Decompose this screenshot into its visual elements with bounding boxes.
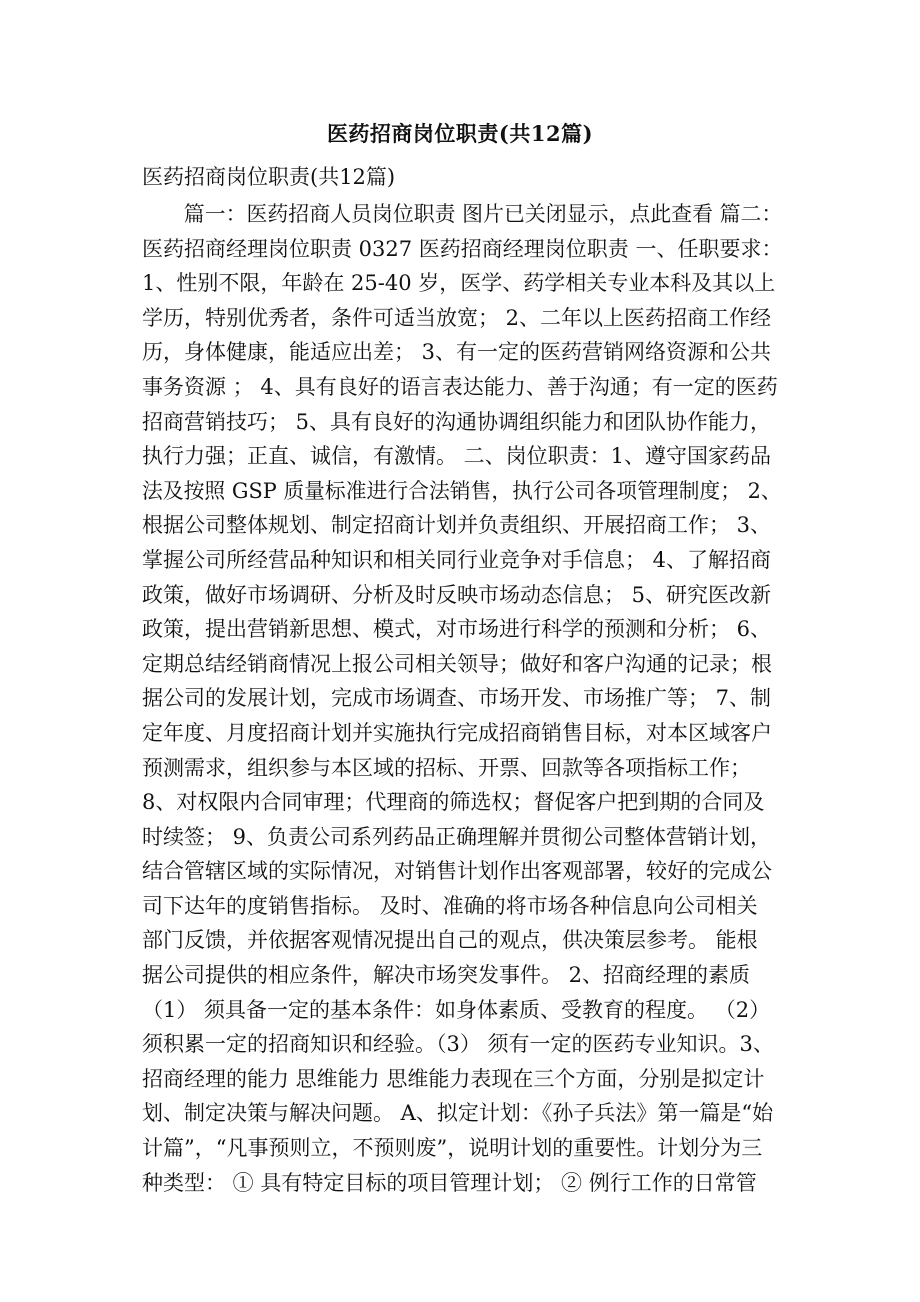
body-line: 执行力强；正直、诚信，有激情。 二、岗位职责：1、遵守国家药品 xyxy=(142,444,772,469)
body-line: 法及按照 GSP 质量标准进行合法销售，执行公司各项管理制度； 2、 xyxy=(142,478,782,503)
body-line: 学历，特别优秀者，条件可适当放宽； 2、二年以上医药招商工作经 xyxy=(142,305,772,330)
body-line: 定年度、月度招商计划并实施执行完成招商销售目标，对本区域客户 xyxy=(142,720,772,745)
body-line: 医药招商经理岗位职责 0327 医药招商经理岗位职责 一、任职要求： xyxy=(142,236,783,261)
body-line: 据公司提供的相应条件，解决市场突发事件。 2、招商经理的素质 xyxy=(142,963,751,988)
document-subtitle: 医药招商岗位职责(共12篇) xyxy=(142,165,396,189)
document-body xyxy=(142,197,782,1200)
body-line: 部门反馈，并依据客观情况提出自己的观点，供决策层参考。 能根 xyxy=(142,928,758,953)
body-line: 司下达年的度销售指标。 及时、准确的将市场各种信息向公司相关 xyxy=(142,893,758,918)
document-title: 医药招商岗位职责(共12篇) xyxy=(326,121,594,146)
body-line: （1） 须具备一定的基本条件：如身体素质、受教育的程度。 （2） xyxy=(142,997,771,1022)
body-line: 种类型： ① 具有特定目标的项目管理计划； ② 例行工作的日常管 xyxy=(142,1170,757,1195)
body-line: 预测需求，组织参与本区域的招标、开票、回款等各项指标工作； xyxy=(142,755,751,780)
body-line: 划、制定决策与解决问题。 A、拟定计划：《孙子兵法》第一篇是“始 xyxy=(142,1101,774,1126)
body-line: 招商经理的能力 思维能力 思维能力表现在三个方面，分别是拟定计 xyxy=(142,1066,765,1091)
body-line: 事务资源 ； 4、具有良好的语言表达能力、善于沟通；有一定的医药 xyxy=(142,374,778,399)
body-line: 据公司的发展计划，完成市场调查、市场开发、市场推广等； 7、制 xyxy=(142,686,772,711)
body-line: 定期总结经销商情况上报公司相关领导；做好和客户沟通的记录；根 xyxy=(142,651,772,676)
body-line: 政策，做好市场调研、分析及时反映市场动态信息； 5、研究医改新 xyxy=(142,582,772,607)
body-line: 政策，提出营销新思想、模式，对市场进行科学的预测和分析； 6、 xyxy=(142,617,772,642)
body-line: 招商营销技巧； 5、具有良好的沟通协调组织能力和团队协作能力， xyxy=(142,409,772,434)
body-line: 1、性别不限，年龄在 25-40 岁，医学、药学相关专业本科及其以上 xyxy=(142,271,776,296)
body-line: 掌握公司所经营品种知识和相关同行业竞争对手信息； 4、了解招商 xyxy=(142,547,772,572)
body-line: 历，身体健康，能适应出差； 3、有一定的医药营销网络资源和公共 xyxy=(142,340,772,365)
body-line: 篇一：医药招商人员岗位职责 图片已关闭显示，点此查看 篇二： xyxy=(142,202,783,226)
body-line: 8、对权限内合同审理；代理商的筛选权；督促客户把到期的合同及 xyxy=(142,790,765,815)
body-line: 时续签； 9、负责公司系列药品正确理解并贯彻公司整体营销计划， xyxy=(142,824,772,849)
body-line: 结合管辖区域的实际情况，对销售计划作出客观部署，较好的完成公 xyxy=(142,859,772,884)
body-line: 根据公司整体规划、制定招商计划并负责组织、开展招商工作； 3、 xyxy=(142,513,772,538)
body-line: 计篇”，“凡事预则立，不预则废”，说明计划的重要性。计划分为三 xyxy=(142,1136,763,1161)
body-line: 须积累一定的招商知识和经验。（3） 须有一定的医药专业知识。3、 xyxy=(142,1032,774,1057)
